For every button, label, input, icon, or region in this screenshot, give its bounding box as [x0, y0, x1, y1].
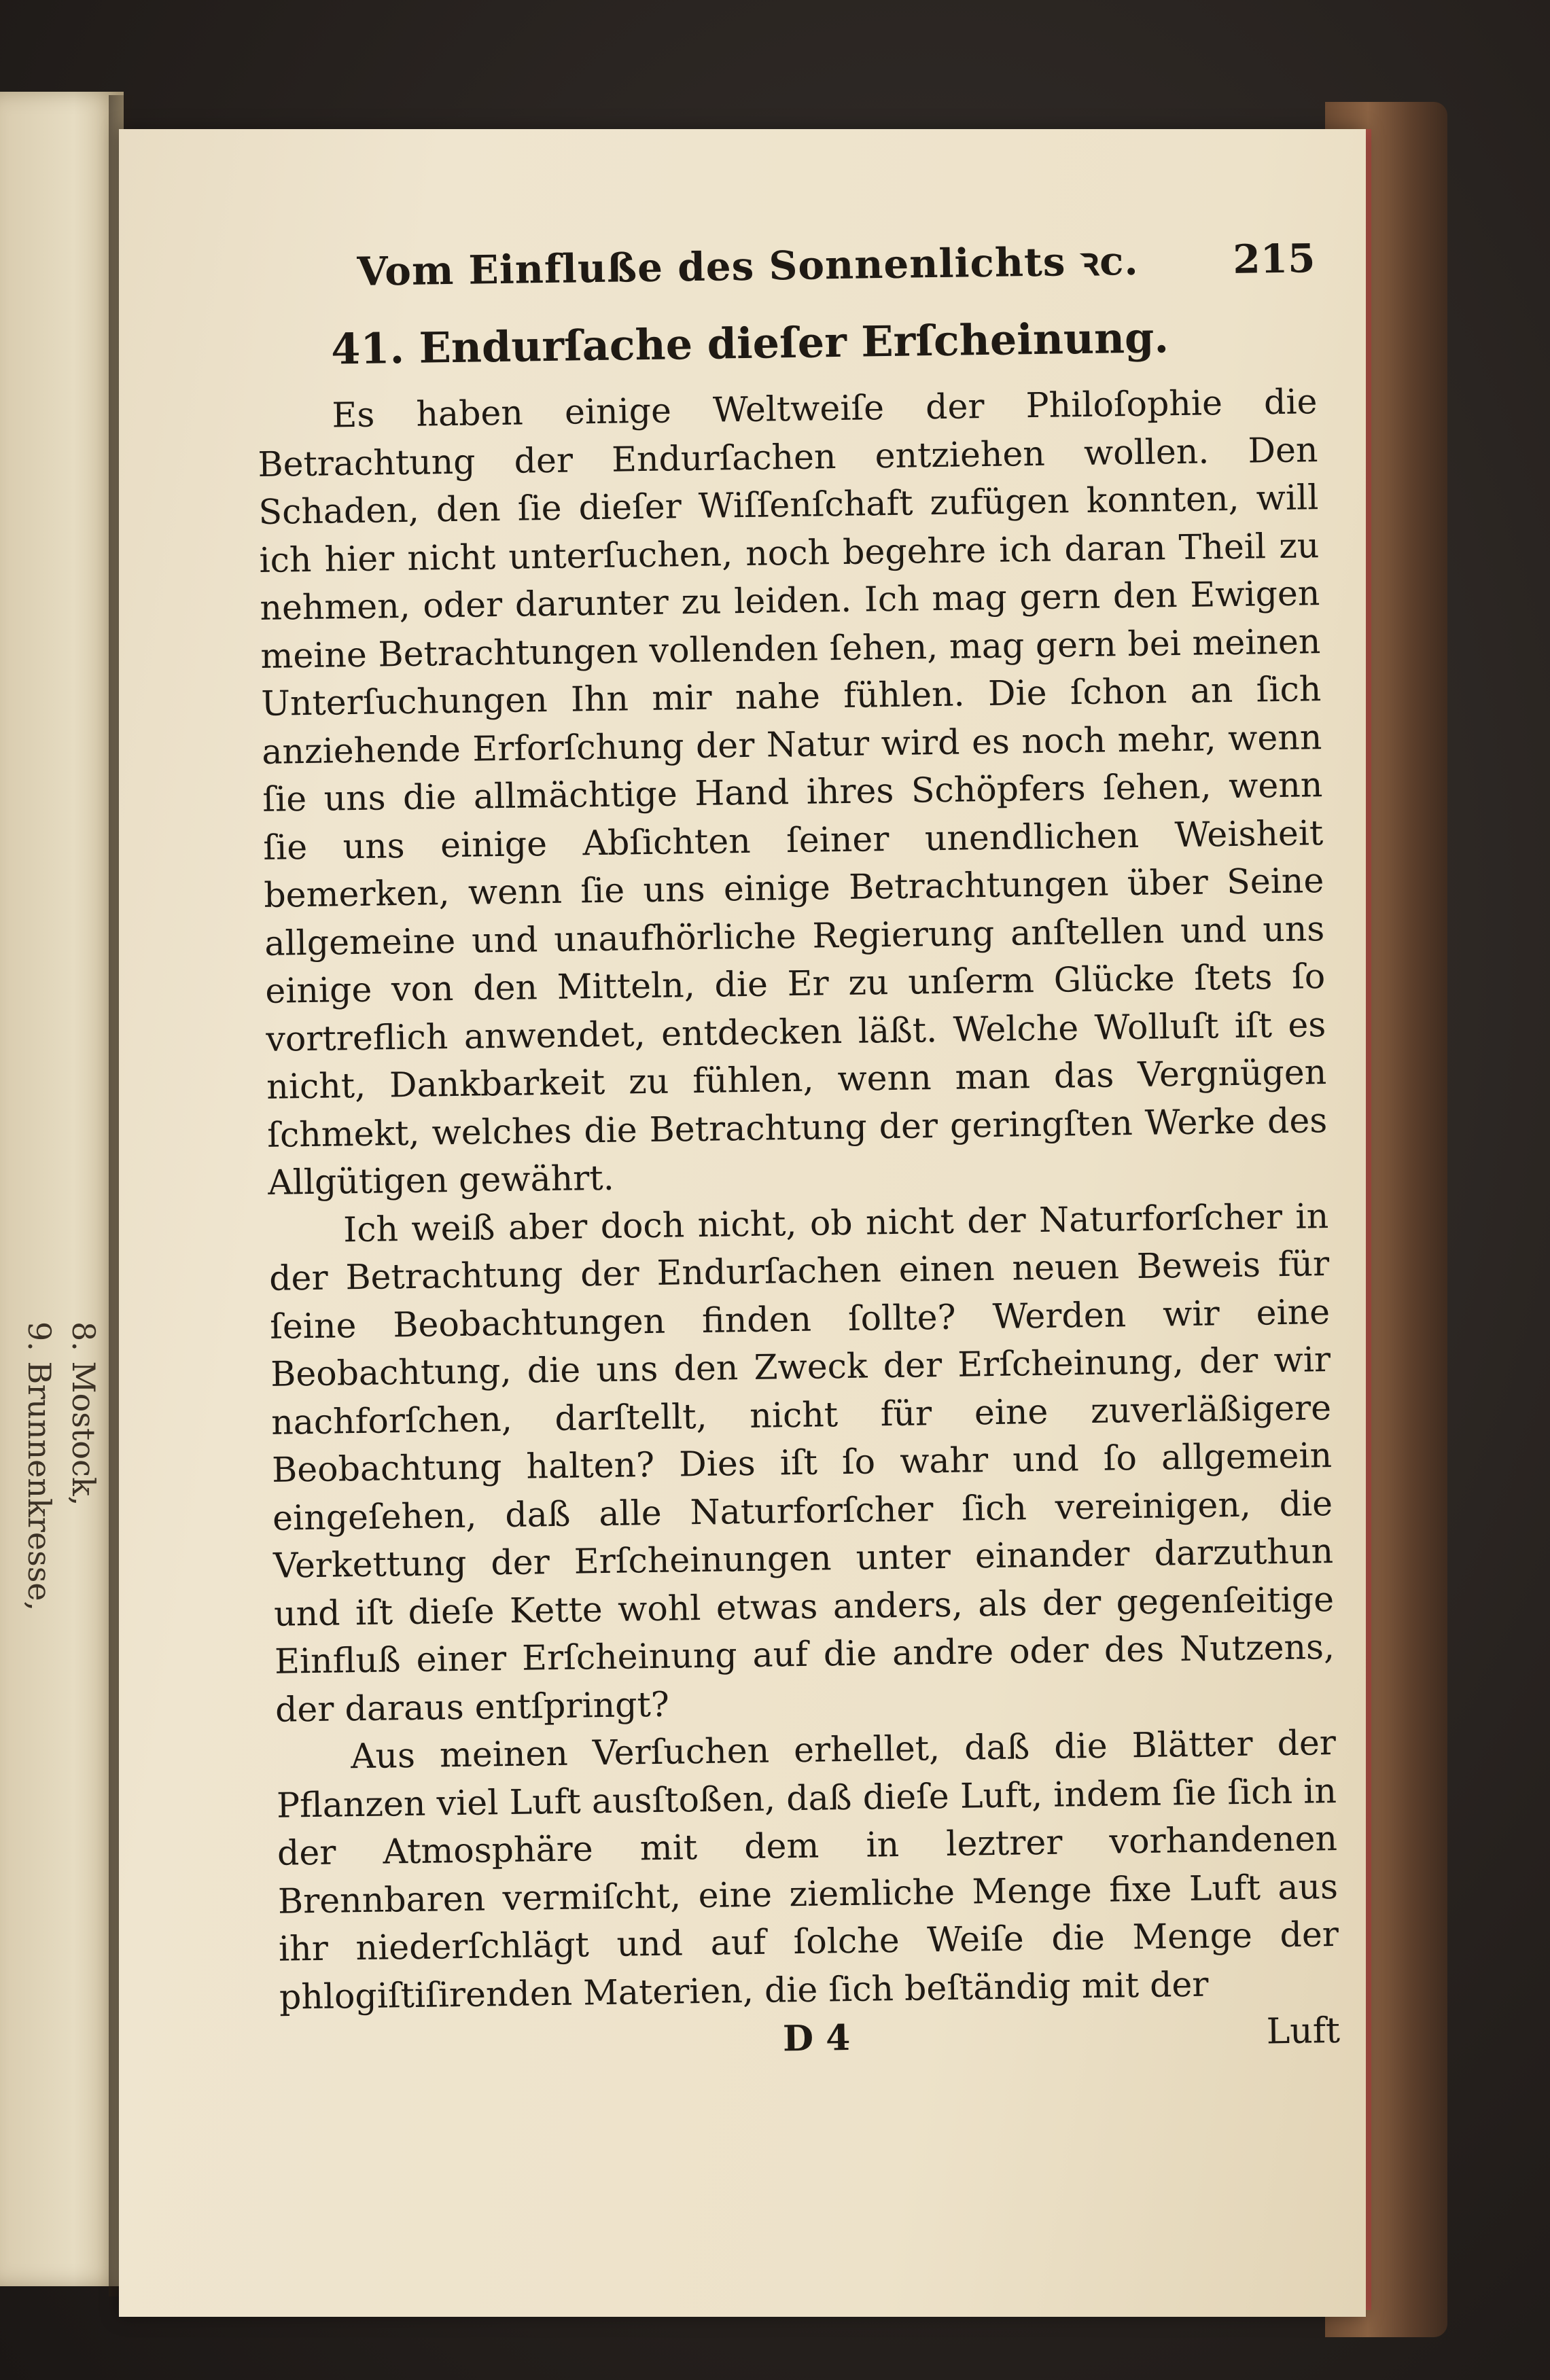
previous-page-edge	[0, 92, 124, 2286]
running-head	[357, 230, 1316, 297]
page-footer	[280, 2010, 1341, 2086]
paragraph-2: Ich weiß aber doch nicht, ob nicht der Naturforſcher in der Betrachtung der Endurſachen einen neuen Beweis für ſeine Beobachtungen finden ſollte? Werden wir eine Beobachtung, die uns den Zweck der Erſcheinung, der wir nachforſchen, darſtellt, nicht für eine zuverläßigere Beobachtung halten? Dies iſt ſo wahr und ſo allgemein eingeſehen, daß alle Naturforſcher ſich vereinigen, die Verkettung der Erſcheinungen unter einander darzuthun und iſt dieſe Kette wohl etwas anders, als der gegenſeitige Einfluß einer Erſcheinung auf die andre oder des Nutzens, der daraus entſpringt?	[268, 1195, 1335, 1730]
paragraph-3: Aus meinen Verſuchen erhellet, daß die Blätter der Pflanzen viel Luft ausſtoßen, daß dieſe Luft, indem ſie ſich in der Atmosphäre mit dem in leztrer vorhandenen Brennbaren vermiſcht, eine ziemliche Menge fixe Luft aus ihr niederſchlägt und auf ſolche Weiſe die Menge der phlogiſtiſirenden Materien, die ſich beſtändig mit der	[276, 1722, 1339, 2017]
paragraph-1: Es haben einige Weltweiſe der Philoſophie die Betrachtung der Endurſachen entziehen wollen. Den Schaden, den ſie dieſer Wiſſenſchaft zufügen konnten, will ich hier nicht unterſuchen, noch begehre ich daran Theil zu nehmen, oder darunter zu leiden. Ich mag gern den Ewigen meine Betrachtungen vollenden ſehen, mag gern bei meinen Unterſuchungen Ihn mir nahe fühlen. Die ſchon an ſich anziehende Erforſchung der Natur wird es noch mehr, wenn ſie uns die allmächtige Hand ihres Schöpfers ſehen, wenn ſie uns einige Abſichten ſeiner unendlichen Weisheit bemerken, wenn ſie uns einige Betrachtungen über Seine allgemeine und unaufhörliche Regierung anſtellen und uns einige von den Mitteln, die Er zu unſerm Glücke ſtets ſo vortreflich anwendet, entdecken läßt. Welche Wolluſt iſt es nicht, Dankbarkeit zu fühlen, wenn man das Vergnügen ſchmekt, welches die Betrachtung der geringſten Werke des Allgütigen gewährt.	[258, 381, 1328, 1203]
catchword: Luft	[1266, 2010, 1341, 2053]
page-text	[255, 230, 1341, 2086]
section-heading: 41. Endurſache dieſer Erſcheinung.	[330, 313, 1169, 374]
margin-mark-2: 9. Brunnenkresse,	[21, 1321, 58, 1612]
body-text	[257, 378, 1339, 2021]
signature-mark: D 4	[782, 2017, 851, 2060]
running-head-title: Vom Einfluße des Sonnenlichts ꝛc.	[357, 237, 1140, 295]
page-number: 215	[1232, 235, 1316, 283]
book-page	[119, 129, 1366, 2317]
margin-mark-1: 8. Mostock,	[65, 1321, 102, 1506]
